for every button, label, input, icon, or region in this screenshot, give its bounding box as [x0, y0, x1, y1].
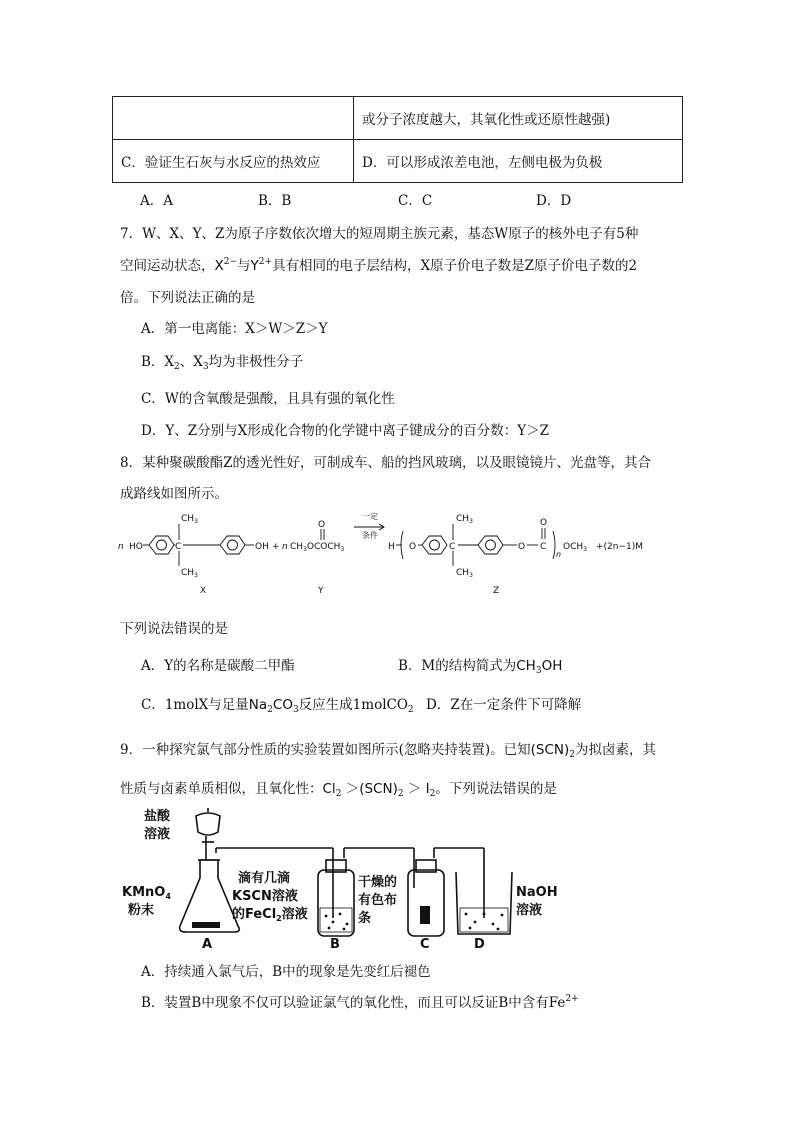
q9-stem-line2: 性质与卤素单质相似，且氧化性：$Cl_2 >(SCN)_2 > I_2$。下列说法错误的是 [120, 781, 557, 799]
label-d: D [474, 937, 485, 950]
z-carbonyl-c: C [540, 542, 547, 552]
q7-option-c: C．W的含氧酸是强酸，且具有强的氧化性 [141, 391, 395, 407]
methyl-top: $CH_3$ [181, 514, 198, 525]
label-z: Z [493, 586, 500, 596]
quaternary-carbon: C [175, 542, 182, 552]
q8-synthesis-scheme [116, 505, 676, 600]
q9-option-b: B．装置B中现象不仅可以验证氯气的氧化性，而且可以反证B中含有$Fe^{2+}$ [141, 994, 579, 1011]
label-c-line2: 有色布 [358, 893, 398, 908]
label-powder: 粉末 [128, 903, 155, 918]
label-kmno4: KMnO$_4$ [122, 885, 171, 901]
cloth-strip [420, 906, 430, 924]
condition-bottom: 条件 [362, 531, 378, 540]
table-cell-empty [113, 97, 354, 140]
q6-choice-c: C．C [398, 193, 433, 209]
z-methyl-top: $CH_3$ [456, 514, 473, 525]
separatory-funnel [196, 813, 220, 835]
z-methyl-bottom: $CH_3$ [456, 568, 473, 579]
q7-option-b: B．$X_2$、$X_3$均为非极性分子 [141, 354, 304, 372]
end-h: H [388, 542, 395, 552]
flask-a [180, 860, 240, 932]
kmno4-powder [192, 922, 220, 928]
reagent-y: $CH_3OCOCH_3$ [290, 542, 345, 553]
label-c-line3: 条 [358, 911, 372, 926]
plus-sign: + [272, 542, 280, 552]
hydroxyl-left: HO [129, 542, 143, 552]
label-hcl: 盐酸 [144, 809, 171, 824]
table-cell-option-d: D．可以形成浓差电池，左侧电极为负极 [354, 140, 683, 183]
label-naoh: NaOH [516, 885, 558, 900]
q7-stem-line1: 7．W、X、Y、Z为原子序数依次增大的短周期主族元素，基态W原子的核外电子有5种 [120, 226, 639, 242]
q6-option-table [112, 96, 683, 183]
z-quaternary-carbon: C [449, 542, 456, 552]
label-c: C [420, 937, 430, 950]
q9-option-a: A．持续通入氯气后，B中的现象是先变红后褪色 [141, 964, 431, 980]
q7-stem-line3: 倍。下列说法正确的是 [120, 290, 255, 306]
label-b-line2: KSCN溶液 [232, 889, 298, 904]
coefficient-n: n [118, 542, 124, 552]
q6-choice-a: A．A [140, 193, 173, 209]
label-c-line1: 干燥的 [358, 875, 398, 890]
table-cell-b-continued: 或分子浓度越大，其氧化性或还原性越强) [354, 97, 683, 140]
q6-choice-b: B．B [258, 193, 292, 209]
label-b-line1: 滴有几滴 [238, 871, 291, 886]
q9-stem-line1: 9．一种探究氯气部分性质的实验装置如图所示(忽略夹持装置)。已知$(SCN)_2$为拟卤素，其 [120, 742, 656, 760]
q8-option-b: B．M的结构简式为$CH_3OH$ [398, 658, 563, 676]
methyl-bottom: $CH_3$ [181, 568, 198, 579]
q6-choice-d: D．D [536, 193, 572, 209]
q7-option-a: A．第一电离能：X＞W＞Z＞Y [141, 321, 328, 337]
bottle-b [318, 870, 354, 936]
label-b-line3: 的FeCl$_2$溶液 [232, 907, 308, 923]
end-methoxy: $OCH_3$ [563, 542, 587, 553]
label-x: X [200, 586, 207, 596]
ether-o: O [409, 542, 417, 552]
q8-option-a: A．Y的名称是碳酸二甲酯 [141, 658, 295, 674]
q7-stem-line2: 空间运动状态，$X^{2-}$与$Y^{2+}$具有相同的电子层结构，X原子价电子数是Z原子价电子数的2 [120, 257, 638, 274]
label-y: Y [318, 586, 324, 596]
table-cell-option-c: C．验证生石灰与水反应的热效应 [113, 140, 354, 183]
z-carbonyl-o: O [540, 518, 548, 528]
q7-option-d: D．Y、Z分别与X形成化合物的化学键中离子键成分的百分数：Y＞Z [141, 423, 550, 439]
q8-option-d: D．Z在一定条件下可降解 [426, 697, 582, 713]
z-ester-o: O [518, 542, 526, 552]
repeat-n: n [556, 550, 562, 559]
condition-top: 一定 [362, 512, 378, 521]
label-naoh-solution: 溶液 [516, 903, 543, 918]
carbonyl-o-y: O [318, 520, 326, 530]
byproduct-m: +(2n−1)M [596, 542, 644, 552]
label-a: A [202, 937, 213, 950]
q8-option-c: C．1molX与足量$Na_2CO_3$反应生成1molCO$_2$ [141, 697, 414, 715]
coefficient-n2: n [282, 542, 288, 552]
label-b: B [330, 937, 340, 950]
q9-apparatus-diagram [118, 808, 558, 950]
q8-stem-line1: 8．某种聚碳酸酯Z的透光性好，可制成车、船的挡风玻璃，以及眼镜镜片、光盘等，其合 [120, 455, 651, 471]
hydroxyl-right: OH [255, 542, 269, 552]
q8-prompt: 下列说法错误的是 [120, 621, 228, 637]
label-hcl-solution: 溶液 [144, 827, 171, 842]
q8-stem-line2: 成路线如图所示。 [120, 486, 228, 502]
